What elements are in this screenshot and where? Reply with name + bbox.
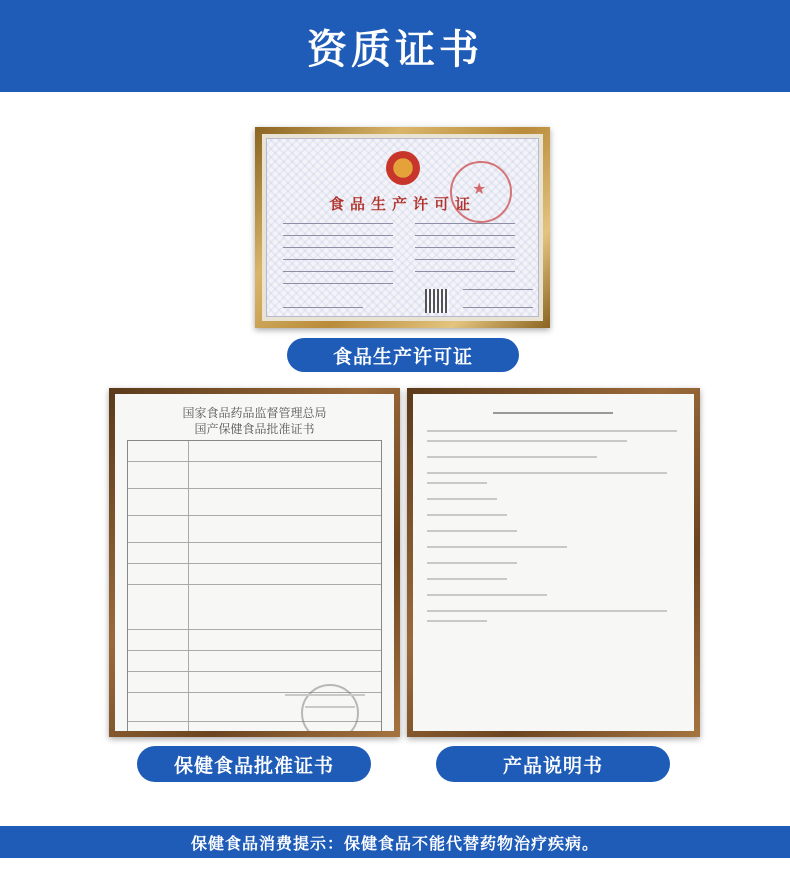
text-line xyxy=(415,271,515,272)
table-row xyxy=(128,585,381,630)
table-row xyxy=(128,462,381,489)
approval-doc-title-line2: 国产保健食品批准证书 xyxy=(194,422,315,436)
text-line xyxy=(427,546,567,548)
text-line xyxy=(285,694,365,696)
text-line xyxy=(427,430,677,432)
text-line xyxy=(427,482,487,484)
text-line xyxy=(415,247,515,248)
table-row xyxy=(128,651,381,672)
text-line xyxy=(283,247,393,248)
header-banner xyxy=(0,0,790,92)
text-line xyxy=(427,440,627,442)
text-line xyxy=(283,235,393,236)
text-line xyxy=(305,706,355,708)
product-manual-image xyxy=(413,394,694,731)
text-line xyxy=(427,562,517,564)
national-emblem-icon xyxy=(386,151,420,185)
text-line xyxy=(427,610,667,612)
text-line xyxy=(415,259,515,260)
text-line xyxy=(493,412,613,414)
consumer-notice-text: 保健食品消费提示：保健食品不能代替药物治疗疾病。 xyxy=(190,833,599,853)
food-license-doc-title: 食品生产许可证 xyxy=(328,195,476,213)
health-food-approval-image xyxy=(115,394,394,731)
text-line xyxy=(415,223,515,224)
text-line xyxy=(283,223,393,224)
table-row xyxy=(128,489,381,516)
food-license-frame xyxy=(255,127,550,328)
text-line xyxy=(283,271,393,272)
text-line xyxy=(427,456,597,458)
text-line xyxy=(427,514,507,516)
consumer-notice-banner xyxy=(0,826,790,858)
text-line xyxy=(427,578,507,580)
text-line xyxy=(463,289,533,290)
text-line xyxy=(463,307,533,308)
red-seal-icon: ★ xyxy=(450,161,512,223)
text-line xyxy=(283,283,393,284)
table-row xyxy=(128,543,381,564)
table-row xyxy=(128,630,381,651)
text-line xyxy=(427,498,497,500)
page-title: 资质证书 xyxy=(307,26,483,73)
product-manual-frame xyxy=(407,388,700,737)
text-line xyxy=(415,235,515,236)
table-row xyxy=(128,441,381,462)
text-line xyxy=(427,472,667,474)
text-line xyxy=(427,530,517,532)
food-license-label: 食品生产许可证 xyxy=(287,338,519,372)
table-row xyxy=(128,564,381,585)
health-food-approval-frame xyxy=(109,388,400,737)
text-line xyxy=(427,620,487,622)
food-license-image xyxy=(266,138,539,317)
product-manual-label: 产品说明书 xyxy=(436,746,670,782)
table-row xyxy=(128,516,381,543)
health-food-approval-label: 保健食品批准证书 xyxy=(137,746,371,782)
approval-doc-title-line1: 国家食品药品监督管理总局 xyxy=(182,406,327,420)
qr-code-icon xyxy=(425,289,449,313)
text-line xyxy=(283,307,363,308)
text-line xyxy=(427,594,547,596)
text-line xyxy=(283,259,393,260)
